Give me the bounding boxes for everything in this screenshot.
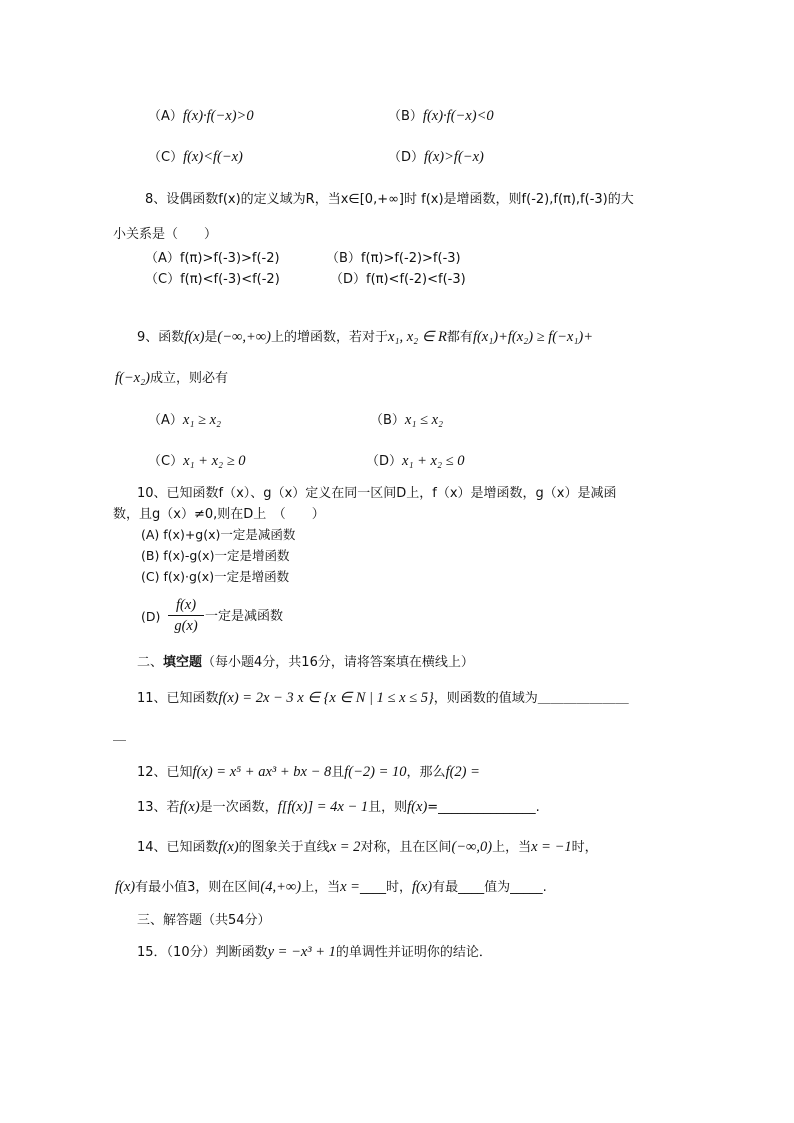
- q9-text-1: 9、函数: [137, 330, 185, 345]
- q14-text-5: 时，: [571, 840, 598, 855]
- q7-a-label: （A）: [148, 109, 183, 124]
- q14-math-2: x = 2: [329, 839, 361, 855]
- q7-option-d: [388, 147, 484, 168]
- q7-b-expr: f(x)·f(−x)<0: [422, 108, 494, 124]
- q8-stem-line1: 8、设偶函数f(x)的定义域为R，当x∈[0,+∞]时 f(x)是增函数，则f(-2),f(π),f(-3)的大: [145, 192, 634, 207]
- q11-stem: [137, 688, 629, 709]
- q14-math-3: (−∞,0): [451, 839, 493, 855]
- q7-d-label: （D）: [388, 150, 425, 165]
- q10-stem-line1: 10、已知函数f（x）、g（x）定义在同一区间D上，f（x）是增函数，g（x）是减函: [137, 486, 617, 501]
- q10-option-a: (A) f(x)+g(x)一定是减函数: [141, 527, 296, 542]
- section-3-heading: 三、解答题（共54分）: [137, 913, 271, 928]
- q7-option-c: [148, 147, 243, 168]
- q9-math-4: f(x₁)+f(x₂) ≥ f(−x₁)+: [472, 329, 593, 345]
- q14-math-6: (4,+∞): [260, 879, 302, 895]
- q13-text-2: 是一次函数，: [199, 800, 278, 815]
- q14-math-7: x =: [340, 879, 360, 895]
- q13-math-1: f(x): [179, 799, 200, 815]
- q12-text-2: 且: [331, 765, 345, 780]
- q14-math-1: f(x): [218, 839, 239, 855]
- q14-blank-2: 有最____值为_____.: [432, 880, 547, 895]
- q11-tail: ＿: [113, 728, 127, 743]
- section-2-prefix: 二、: [137, 655, 164, 670]
- q13-text-3: 且，则: [368, 800, 408, 815]
- q14-text-3: 对称，且在区间: [360, 840, 452, 855]
- q9-a-label: （A）: [148, 413, 183, 428]
- section-2-heading: [137, 653, 474, 673]
- fraction-bar: [168, 615, 204, 616]
- q10-d-fraction: [168, 596, 204, 635]
- q15-text-2: 的单调性并证明你的结论．: [335, 945, 492, 960]
- q8-option-d: （D）f(π)<f(-2)<f(-3): [330, 272, 466, 287]
- q9-text-4: 都有: [446, 330, 473, 345]
- q15-math: y = −x³ + 1: [267, 944, 336, 960]
- q14-text-1: 14、已知函数: [137, 840, 219, 855]
- q9-math-2: (−∞,+∞): [217, 329, 271, 345]
- q9-option-c: [148, 451, 246, 472]
- q10-d-denominator: g(x): [174, 618, 198, 634]
- q12-text-3: ，那么: [406, 765, 446, 780]
- q7-option-a: [148, 106, 254, 127]
- q9-c-label: （C）: [148, 454, 184, 469]
- q9-text-3: 上的增函数，若对于: [270, 330, 388, 345]
- section-2-rest: （每小题4分，共16分，请将答案填在横线上）: [202, 655, 474, 670]
- q9-math-1: f(x): [184, 329, 205, 345]
- q13-text-1: 13、若: [137, 800, 180, 815]
- q10-option-b: (B) f(x)-g(x)一定是增函数: [141, 548, 290, 563]
- q8-option-c: （C）f(π)<f(-3)<f(-2): [145, 272, 280, 287]
- q9-stem-line1: [137, 327, 593, 348]
- q12-math-3: f(2) =: [445, 764, 480, 780]
- q9-math-5: f(−x₂): [115, 370, 150, 386]
- q9-option-a: [148, 410, 221, 431]
- q9-option-d: [366, 451, 464, 472]
- q9-d-expr: x₁ + x₂ ≤ 0: [402, 453, 465, 469]
- q14-text-6: 有最小值3，则在区间: [135, 880, 261, 895]
- q14-math-4: x = −1: [531, 839, 572, 855]
- q14-text-4: 上，当: [492, 840, 532, 855]
- q14-math-8: f(x): [411, 879, 433, 895]
- q7-c-label: （C）: [148, 150, 184, 165]
- q15-text-1: 15．（10分）判断函数: [137, 945, 268, 960]
- q7-b-label: （B）: [388, 109, 423, 124]
- q14-stem-line2: [115, 877, 547, 898]
- q10-option-c: (C) f(x)·g(x)一定是增函数: [141, 569, 290, 584]
- q12-math-1: f(x) = x⁵ + ax³ + bx − 8: [192, 764, 332, 780]
- q10-stem-line2: 数，且g（x）≠0,则在D上 （ ）: [113, 507, 325, 522]
- q9-stem-line2: [115, 368, 228, 389]
- q9-b-label: （B）: [370, 413, 405, 428]
- q7-c-expr: f(x)<f(−x): [183, 149, 243, 165]
- q14-text-2: 的图象关于直线: [238, 840, 330, 855]
- q9-d-label: （D）: [366, 454, 403, 469]
- q11-text-2: ，则函数的值域为＿＿＿＿＿＿＿: [433, 691, 629, 706]
- q7-d-expr: f(x)>f(−x): [424, 149, 484, 165]
- q10-d-label: (D): [141, 609, 161, 624]
- q12-stem: [137, 762, 480, 783]
- q9-c-expr: x₁ + x₂ ≥ 0: [183, 453, 246, 469]
- section-2-bold: 填空题: [163, 655, 203, 670]
- q14-stem-line1: [137, 837, 598, 858]
- q14-text-7: 上，当: [301, 880, 341, 895]
- q9-text-5: 成立，则必有: [149, 371, 228, 386]
- q7-a-expr: f(x)·f(−x)>0: [182, 108, 254, 124]
- q12-math-2: f(−2) = 10: [344, 764, 407, 780]
- q15-stem: [137, 942, 492, 963]
- q11-math: f(x) = 2x − 3 x ∈ {x ∈ N | 1 ≤ x ≤ 5}: [218, 690, 434, 706]
- q7-option-b: [388, 106, 494, 127]
- q8-stem-line2: 小关系是（ ）: [113, 227, 218, 242]
- q14-blank-1: ____时，: [359, 880, 412, 895]
- q13-stem: [137, 797, 540, 818]
- q8-option-a: （A）f(π)>f(-3)>f(-2): [145, 251, 280, 266]
- q9-a-expr: x₁ ≥ x₂: [182, 412, 222, 428]
- q10-d-text: 一定是减函数: [205, 609, 284, 624]
- q12-text-1: 12、已知: [137, 765, 193, 780]
- q13-blank: =_______________.: [427, 800, 540, 815]
- q9-math-3: x₁, x₂ ∈ R: [387, 329, 447, 345]
- q9-option-b: [370, 410, 443, 431]
- q13-math-3: f(x): [407, 799, 428, 815]
- q8-option-b: （B）f(π)>f(-2)>f(-3): [326, 251, 461, 266]
- q11-text-1: 11、已知函数: [137, 691, 219, 706]
- q13-math-2: f[f(x)] = 4x − 1: [277, 799, 369, 815]
- q10-d-numerator: f(x): [175, 597, 197, 613]
- q9-text-2: 是: [204, 330, 218, 345]
- q9-b-expr: x₁ ≤ x₂: [404, 412, 444, 428]
- q14-math-5: f(x): [115, 879, 136, 895]
